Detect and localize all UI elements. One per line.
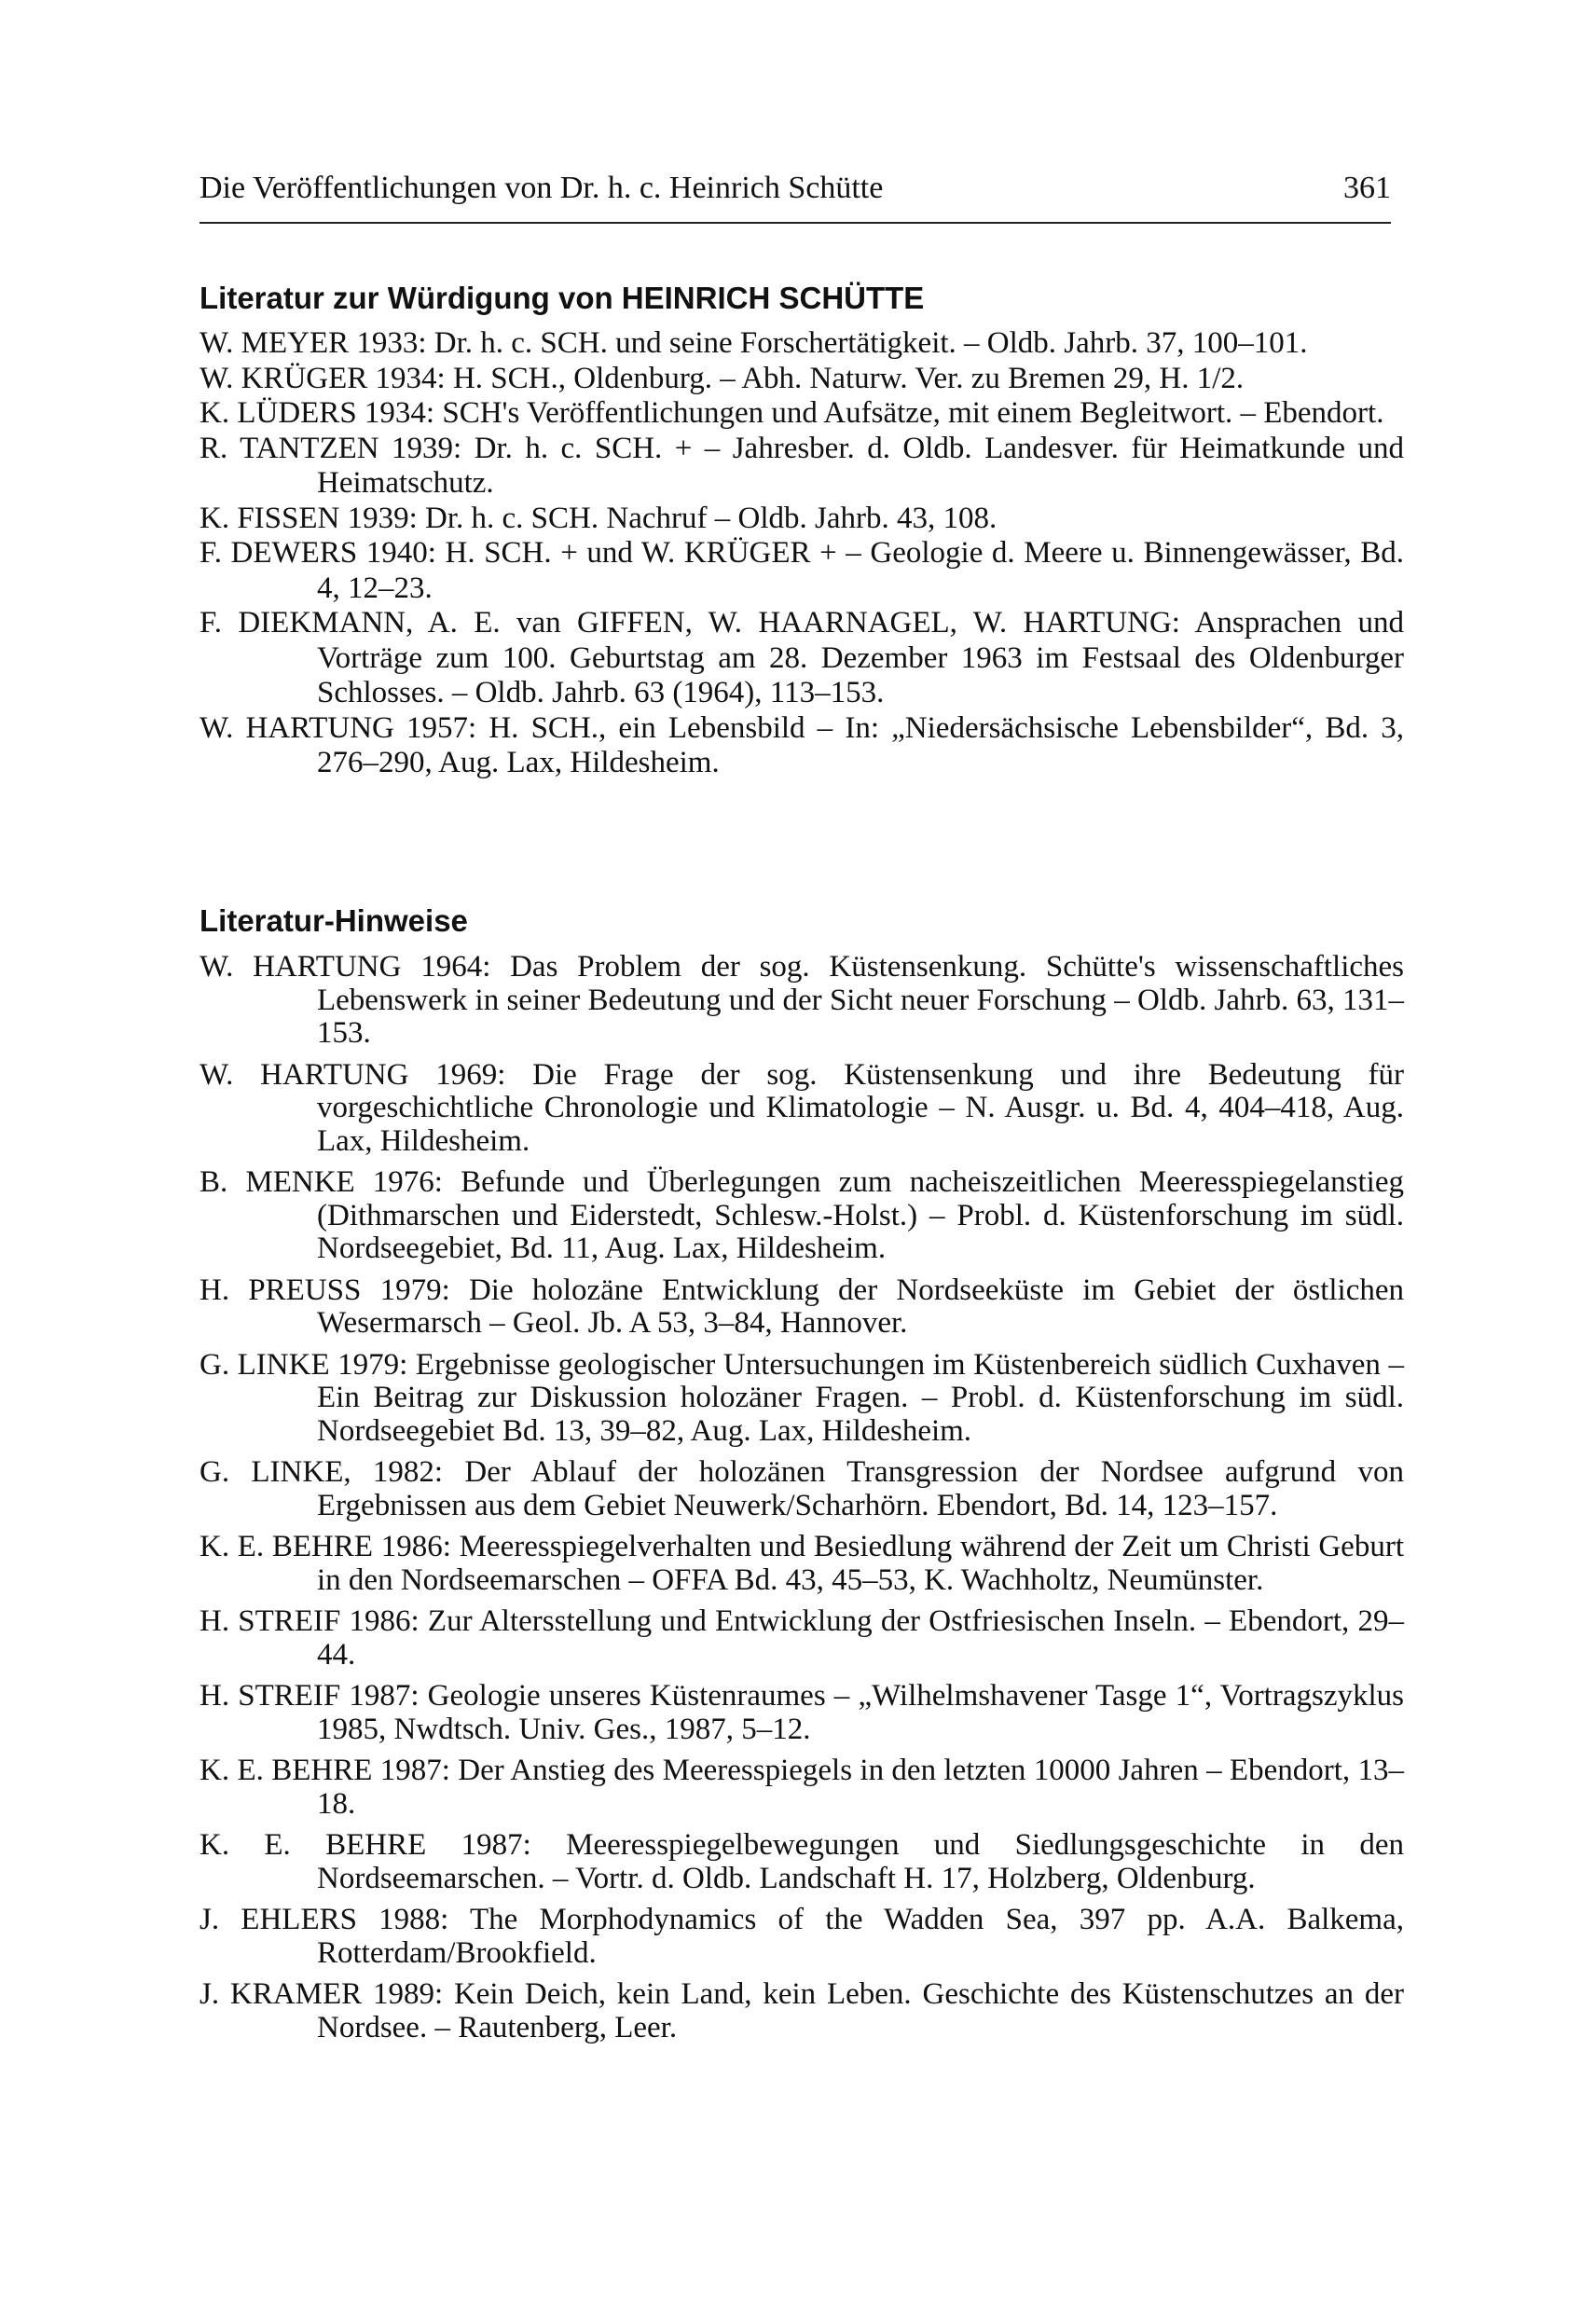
- bibliography-entry: G. LINKE, 1982: Der Ablauf der holozänen Transgression der Nordsee aufgrund von Ergebnissen aus dem Gebiet Neuwerk/Scharhörn. Ebendort, Bd. 14, 123–157.: [200, 1455, 1404, 1522]
- bibliography-entry: J. KRAMER 1989: Kein Deich, kein Land, kein Leben. Geschichte des Küstenschutzes an der Nordsee. – Rautenberg, Leer.: [200, 1977, 1404, 2044]
- header-rule: [200, 222, 1391, 224]
- bibliography-entry: R. TANTZEN 1939: Dr. h. c. SCH. + – Jahresber. d. Oldb. Landesver. für Heimatkunde und Heimatschutz.: [200, 431, 1404, 500]
- bibliography-entry: B. MENKE 1976: Befunde und Überlegungen zum nacheiszeitlichen Meeresspiegelanstieg (Dithmarschen und Eiderstedt, Schlesw.-Holst.) – Probl. d. Küstenforschung im südl. Nordseegebiet, Bd. 11, Aug. Lax, Hildesheim.: [200, 1165, 1404, 1265]
- bibliography-entry: W. HARTUNG 1964: Das Problem der sog. Küstensenkung. Schütte's wissenschaftliches Lebenswerk in seiner Bedeutung und der Sicht neuer Forschung – Oldb. Jahrb. 63, 131–153.: [200, 950, 1404, 1050]
- bibliography-entry: G. LINKE 1979: Ergebnisse geologischer Untersuchungen im Küstenbereich südlich Cuxhaven – Ein Beitrag zur Diskussion holozäner Fragen. – Probl. d. Küstenforschung im südl. Nordseegebiet Bd. 13, 39–82, Aug. Lax, Hildesheim.: [200, 1347, 1404, 1448]
- page-number: 361: [1343, 171, 1391, 205]
- bibliography-entry: W. HARTUNG 1969: Die Frage der sog. Küstensenkung und ihre Bedeutung für vorgeschichtliche Chronologie und Klimatologie – N. Ausgr. u. Bd. 4, 404–418, Aug. Lax, Hildesheim.: [200, 1057, 1404, 1158]
- bibliography-entry: W. KRÜGER 1934: H. SCH., Oldenburg. – Abh. Naturw. Ver. zu Bremen 29, H. 1/2.: [200, 361, 1245, 395]
- bibliography-entry: K. E. BEHRE 1987: Meeresspiegelbewegungen und Siedlungsgeschichte in den Nordseemarschen. – Vortr. d. Oldb. Landschaft H. 17, Holzberg, Oldenburg.: [200, 1828, 1404, 1895]
- bibliography-entry: K. LÜDERS 1934: SCH's Veröffentlichungen und Aufsätze, mit einem Begleitwort. – Ebendort.: [200, 396, 1384, 430]
- bibliography-entry: K. E. BEHRE 1986: Meeresspiegelverhalten und Besiedlung während der Zeit um Christi Geburt in den Nordseemarschen – OFFA Bd. 43, 45–53, K. Wachholtz, Neumünster.: [200, 1530, 1404, 1597]
- bibliography-entry: H. PREUSS 1979: Die holozäne Entwicklung der Nordseeküste im Gebiet der östlichen Wesermarsch – Geol. Jb. A 53, 3–84, Hannover.: [200, 1273, 1404, 1340]
- bibliography-entry: J. EHLERS 1988: The Morphodynamics of the Wadden Sea, 397 pp. A.A. Balkema, Rotterdam/Brookfield.: [200, 1903, 1404, 1970]
- section-heading: Literatur-Hinweise: [200, 903, 468, 938]
- bibliography-entry: K. FISSEN 1939: Dr. h. c. SCH. Nachruf – Oldb. Jahrb. 43, 108.: [200, 501, 998, 535]
- section-wuerdigung: [200, 278, 1404, 781]
- bibliography-entry: F. DEWERS 1940: H. SCH. + und W. KRÜGER + – Geologie d. Meere u. Binnengewässer, Bd. 4, 12–23.: [200, 536, 1404, 605]
- bibliography-entry: W. MEYER 1933: Dr. h. c. SCH. und seine Forschertätigkeit. – Oldb. Jahrb. 37, 100–101.: [200, 326, 1308, 360]
- section-heading: Literatur zur Würdigung von HEINRICH SCHÜTTE: [200, 281, 925, 315]
- section-literatur-hinweise: [200, 901, 1404, 2053]
- bibliography-entry: K. E. BEHRE 1987: Der Anstieg des Meeresspiegels in den letzten 10000 Jahren – Ebendort, 13–18.: [200, 1754, 1404, 1821]
- bibliography-entry: F. DIEKMANN, A. E. van GIFFEN, W. HAARNAGEL, W. HARTUNG: Ansprachen und Vorträge zum 100. Geburtstag am 28. Dezember 1963 im Festsaal des Oldenburger Schlosses. – Oldb. Jahrb. 63 (1964), 113–153.: [200, 606, 1404, 709]
- bibliography-entry: H. STREIF 1987: Geologie unseres Küstenraumes – „Wilhelmshavener Tasge 1“, Vortragszyklus 1985, Nwdtsch. Univ. Ges., 1987, 5–12.: [200, 1679, 1404, 1746]
- running-head: [200, 166, 1391, 222]
- running-head-title: Die Veröffentlichungen von Dr. h. c. Heinrich Schütte: [200, 171, 884, 205]
- bibliography-entry: W. HARTUNG 1957: H. SCH., ein Lebensbild – In: „Niedersächsische Lebensbilder“, Bd. 3, 276–290, Aug. Lax, Hildesheim.: [200, 710, 1404, 779]
- bibliography-entry: H. STREIF 1986: Zur Altersstellung und Entwicklung der Ostfriesischen Inseln. – Ebendort, 29–44.: [200, 1604, 1404, 1672]
